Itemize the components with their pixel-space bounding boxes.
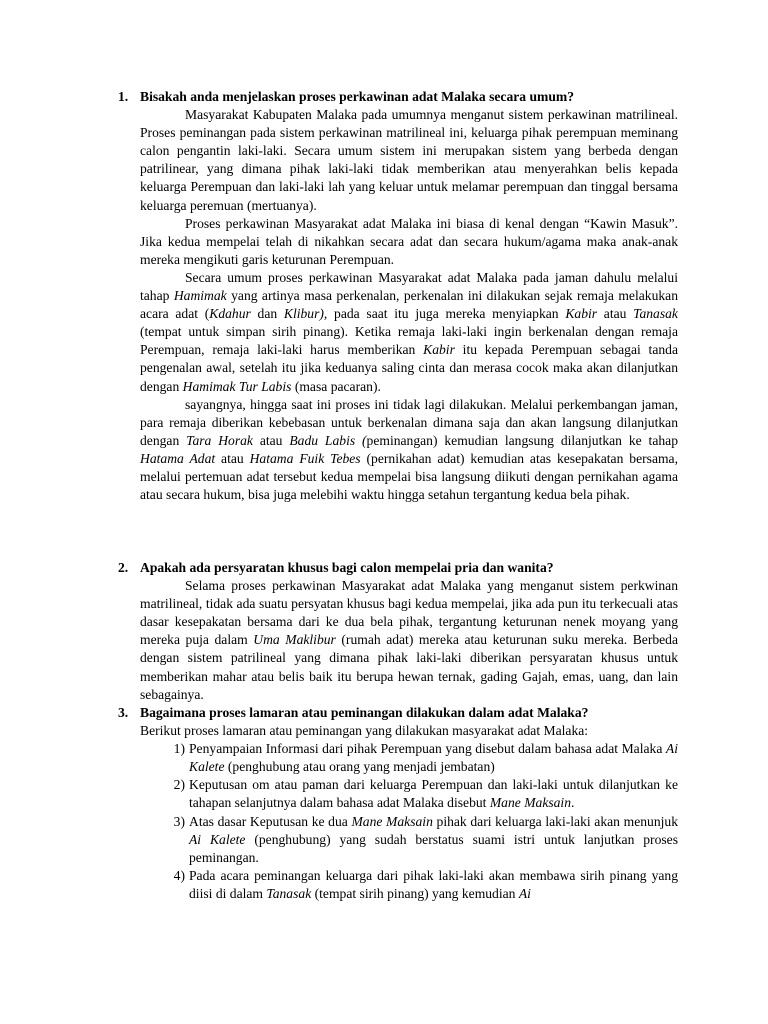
italic-term: Hamimak Tur Labis <box>182 378 292 394</box>
italic-term: Uma Maklibur <box>253 632 336 648</box>
italic-term: Tanasak <box>633 306 678 322</box>
list-item <box>140 813 678 867</box>
step-number: 1) <box>173 741 185 757</box>
text-run: peminangan) kemudian langsung dilanjutkan ke tahap <box>366 432 678 448</box>
question-2-answer <box>140 577 678 704</box>
italic-term: Tanasak <box>266 885 312 901</box>
text-run: dan <box>250 306 284 322</box>
text-run: Pada acara peminangan keluarga dari pihak laki-laki akan membawa sirih pinang yang diisi di dalam <box>189 867 678 901</box>
question-1-title: Bisakah anda menjelaskan proses perkawinan adat Malaka secara umum? <box>140 89 575 104</box>
text-run: Masyarakat Kabupaten Malaka pada umumnya menganut sistem perkawinan matrilineal. Proses peminangan pada sistem perkawinan matrilineal ini, keluarga pihak perempuan meminang calon pengantin laki-laki. Secara umum sistem ini merupakan sistem yang berbeda dengan patrilinear, yang dimana pihak laki-laki tidak memberikan atau menyerahkan belis kepada keluarga Perempuan dan laki-laki lah yang keluar untuk melamar perempuan dan tinggal bersama keluarga peremuan (mertuanya). <box>140 107 678 213</box>
paragraph <box>140 106 678 215</box>
step-number: 2) <box>173 777 185 793</box>
italic-term: Ai <box>518 885 531 901</box>
text-run: Atas dasar Keputusan ke dua <box>189 813 352 829</box>
step-text <box>189 740 678 776</box>
text-run: Secara umum proses perkawinan Masyarakat adat Malaka pada jaman dahulu melalui tahap <box>140 269 678 304</box>
step-text <box>189 776 678 812</box>
text-run: (pernikahan adat) kemudian atas kesepakatan bersama, melalui pertemuan adat tersebut kedua mempelai bisa langsung diikuti dengan pernikahan agama atau secara hukum, bisa juga melebihi waktu hingga setahun tergantung kedua bela pihak. <box>140 450 678 503</box>
question-1-heading <box>118 88 678 106</box>
step-number: 3) <box>173 813 185 829</box>
paragraph <box>140 215 678 269</box>
question-3 <box>118 704 678 903</box>
list-item <box>140 776 678 812</box>
italic-term: Hatama Adat <box>140 450 216 466</box>
italic-term: Hamimak <box>173 288 227 304</box>
italic-term: Kdahur <box>209 306 251 322</box>
text-run: (tempat untuk simpan sirih pinang). Ketika remaja laki-laki ingin berkenalan dengan remaja Perempuan, remaja laki-laki harus memberikan <box>140 324 678 358</box>
question-3-heading <box>118 704 678 722</box>
paragraph <box>140 577 678 704</box>
text-run: atau <box>597 306 634 322</box>
question-3-intro: Berikut proses lamaran atau peminangan yang dilakukan masyarakat adat Malaka: <box>140 723 589 739</box>
italic-term: Kabir <box>423 342 455 358</box>
list-item <box>140 867 678 903</box>
step-number: 4) <box>173 867 185 883</box>
text-run: atau <box>215 450 250 466</box>
text-run: (masa pacaran). <box>291 378 381 394</box>
question-2 <box>118 559 678 704</box>
italic-term: Ai Kalete <box>189 831 246 847</box>
question-3-title: Bagaimana proses lamaran atau peminangan dilakukan dalam adat Malaka? <box>140 705 589 720</box>
italic-term: Mane Maksain <box>351 813 433 829</box>
text-run: Selama proses perkawinan Masyarakat adat Malaka yang menganut sistem perkwinan matrilineal, tidak ada suatu persyatan khusus bagi kedua mempelai, jika ada pun itu terkecuali atas dasar kesepakatan bersama dari ke dua bela pihak, tergantung keturunan nenek moyang yang mereka puja dalam <box>140 578 678 648</box>
italic-term: Ai Kalete <box>189 741 678 775</box>
italic-term: Mane Maksain <box>489 795 572 811</box>
text-run: (penghubung) yang sudah berstatus suami istri untuk lanjutkan proses peminangan. <box>189 831 678 865</box>
text-run: (penghubung atau orang yang menjadi jembatan) <box>224 759 495 775</box>
question-1-answer <box>140 106 678 504</box>
italic-term: Klibur), <box>283 306 328 322</box>
list-item <box>140 740 678 776</box>
text-run: itu kepada Perempuan sebagai tanda pengenalan awal, setelah itu jika keduanya saling cinta dan merasa cocok maka akan dilanjutkan dengan <box>140 342 678 394</box>
text-run: atau <box>252 432 290 448</box>
text-run: pihak dari keluarga laki-laki akan menunjuk <box>432 813 678 829</box>
italic-term: Kabir <box>565 306 598 322</box>
question-2-heading <box>118 559 678 577</box>
text-run: pada saat itu juga mereka menyiapkan <box>327 306 566 322</box>
question-2-title: Apakah ada persyaratan khusus bagi calon mempelai pria dan wanita? <box>140 560 554 575</box>
question-2-number: 2. <box>118 560 129 575</box>
question-3-number: 3. <box>118 705 129 720</box>
italic-term: Tara Horak <box>186 432 253 448</box>
text-run: sayangnya, hingga saat ini proses ini tidak lagi dilakukan. Melalui perkembangan jaman, para remaja diberikan kebebasan untuk berkenalan dimana saja dan akan langsung dilanjutkan dengan <box>140 396 678 448</box>
steps-list <box>140 740 678 903</box>
step-text <box>189 867 678 903</box>
question-3-answer <box>140 722 678 903</box>
paragraph <box>140 396 678 505</box>
text-run: (tempat sirih pinang) yang kemudian <box>311 885 519 901</box>
italic-term: Badu Labis ( <box>289 432 367 448</box>
italic-term: Hatama Fuik Tebes <box>249 450 361 466</box>
text-run: Keputusan om atau paman dari keluarga Perempuan dan laki-laki untuk dilanjutkan ke tahapan selanjutnya dalam bahasa adat Malaka disebut <box>189 777 678 811</box>
text-run: . <box>571 795 575 811</box>
step-text <box>189 813 678 867</box>
question-1 <box>118 88 678 504</box>
text-run: Proses perkawinan Masyarakat adat Malaka ini biasa di kenal dengan “Kawin Masuk”. Jika kedua mempelai telah di nikahkan secara adat dan secara hukum/agama maka anak-anak mereka mengikuti garis keturunan Perempuan. <box>140 215 678 267</box>
paragraph <box>140 269 678 396</box>
text-run: Penyampaian Informasi dari pihak Perempuan yang disebut dalam bahasa adat Malaka <box>189 741 666 757</box>
text-run: (rumah adat) mereka atau keturunan suku mereka. Berbeda dengan sistem patrilineal yang dimana pihak laki-laki diberikan persyaratan khusus untuk memberikan mahar atau belis baik itu berupa hewan ternak, gading Gajah, emas, uang, dan lain sebagainya. <box>140 632 679 702</box>
question-1-number: 1. <box>118 89 129 104</box>
text-run: yang artinya masa perkenalan, perkenalan ini dilakukan sejak remaja melakukan acara adat ( <box>140 288 678 322</box>
